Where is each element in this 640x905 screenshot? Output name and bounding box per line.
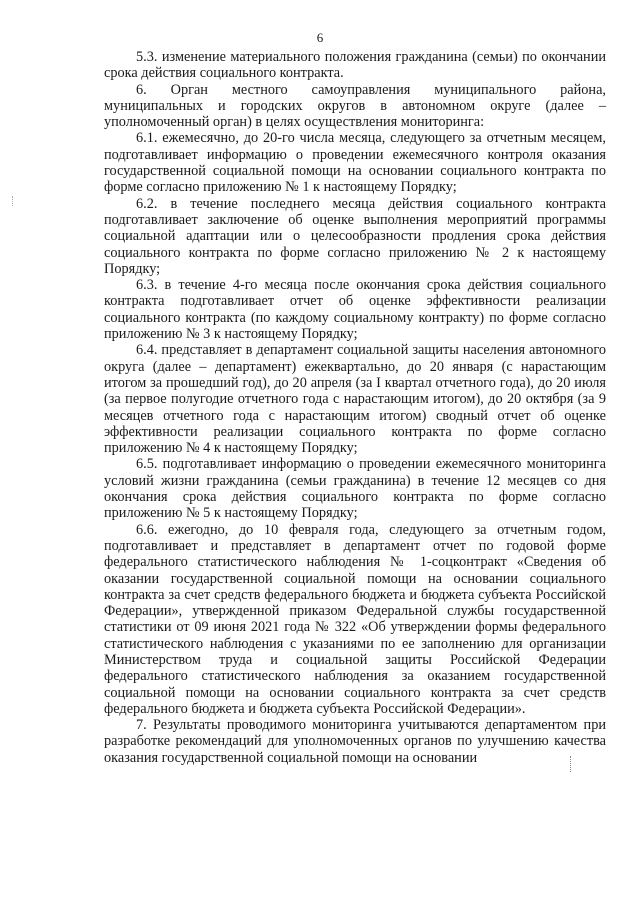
paragraph-6: 6. Орган местного самоуправления муниципального района, муниципальных и городских округов в автономном округе (далее – уполномоченный орган) в целях осуществления мониторинга: [104, 81, 606, 131]
scan-artifact [570, 756, 572, 772]
scan-artifact [12, 196, 14, 206]
paragraph-7: 7. Результаты проводимого мониторинга учитываются департаментом при разработке рекомендаций для уполномоченных органов по улучшению качества оказания государственной социальной помощи на основании [104, 717, 606, 766]
paragraph-6-3: 6.3. в течение 4-го месяца после окончания срока действия социального контракта подготавливает отчет об оценке эффективности реализации социального контракта (по каждому социальному контракту) по форме согласно приложению № 3 к настоящему Порядку; [104, 277, 606, 343]
paragraph-5-3: 5.3. изменение материального положения гражданина (семьи) по окончании срока действия социального контракта. [104, 49, 606, 82]
paragraph-6-5: 6.5. подготавливает информацию о проведении ежемесячного мониторинга условий жизни гражданина (семьи гражданина) в течение 12 месяцев со дня окончания срока действия социального контракта по форме согласно приложению № 5 к настоящему Порядку; [104, 456, 606, 522]
paragraph-6-2: 6.2. в течение последнего месяца действия социального контракта подготавливает заключение об оценке выполнения мероприятий программы социальной адаптации или о целесообразности продления срока действия социального контракта по форме согласно приложению № 2 к настоящему Порядку; [104, 195, 606, 277]
paragraph-6-4: 6.4. представляет в департамент социальной защиты населения автономного округа (далее – департамент) ежеквартально, до 20 января (с нарастающим итогом за прошедший год), до 20 апреля (за I квартал отчетного года), до 20 июля (за первое полугодие отчетного года с нарастающим итогом), до 20 октября (за 9 месяцев отчетного года с нарастающим итогом) сводный отчет об оценке эффективности реализации социального контракта по форме согласно приложению № 4 к настоящему Порядку; [104, 342, 606, 457]
paragraph-6-1: 6.1. ежемесячно, до 20-го числа месяца, следующего за отчетным месяцем, подготавливает информацию о проведении ежемесячного контроля оказания государственной социальной помощи на основании социального контракта по форме согласно приложению № 1 к настоящему Порядку; [104, 130, 606, 196]
page-number: 6 [316, 30, 324, 45]
paragraph-6-6: 6.6. ежегодно, до 10 февраля года, следующего за отчетным годом, подготавливает и представляет в департамент отчет по годовой форме федерального статистического наблюдения № 1-соцконтракт «Сведения об оказании государственной социальной помощи на основании социального контракта за счет средств федерального бюджета и бюджета субъекта Российской Федерации», утвержденной приказом Федеральной службы государственной статистики от 09 июня 2021 года № 322 «Об утверждении формы федерального статистического наблюдения с указаниями по ее заполнению для организации Министерством труда и социальной защиты Российской Федерации федерального статистического наблюдения за оказанием государственной социальной помощи на основании социального контракта за счет средств федерального бюджета и бюджета субъекта Российской Федерации». [104, 521, 606, 717]
document-body [104, 49, 606, 766]
